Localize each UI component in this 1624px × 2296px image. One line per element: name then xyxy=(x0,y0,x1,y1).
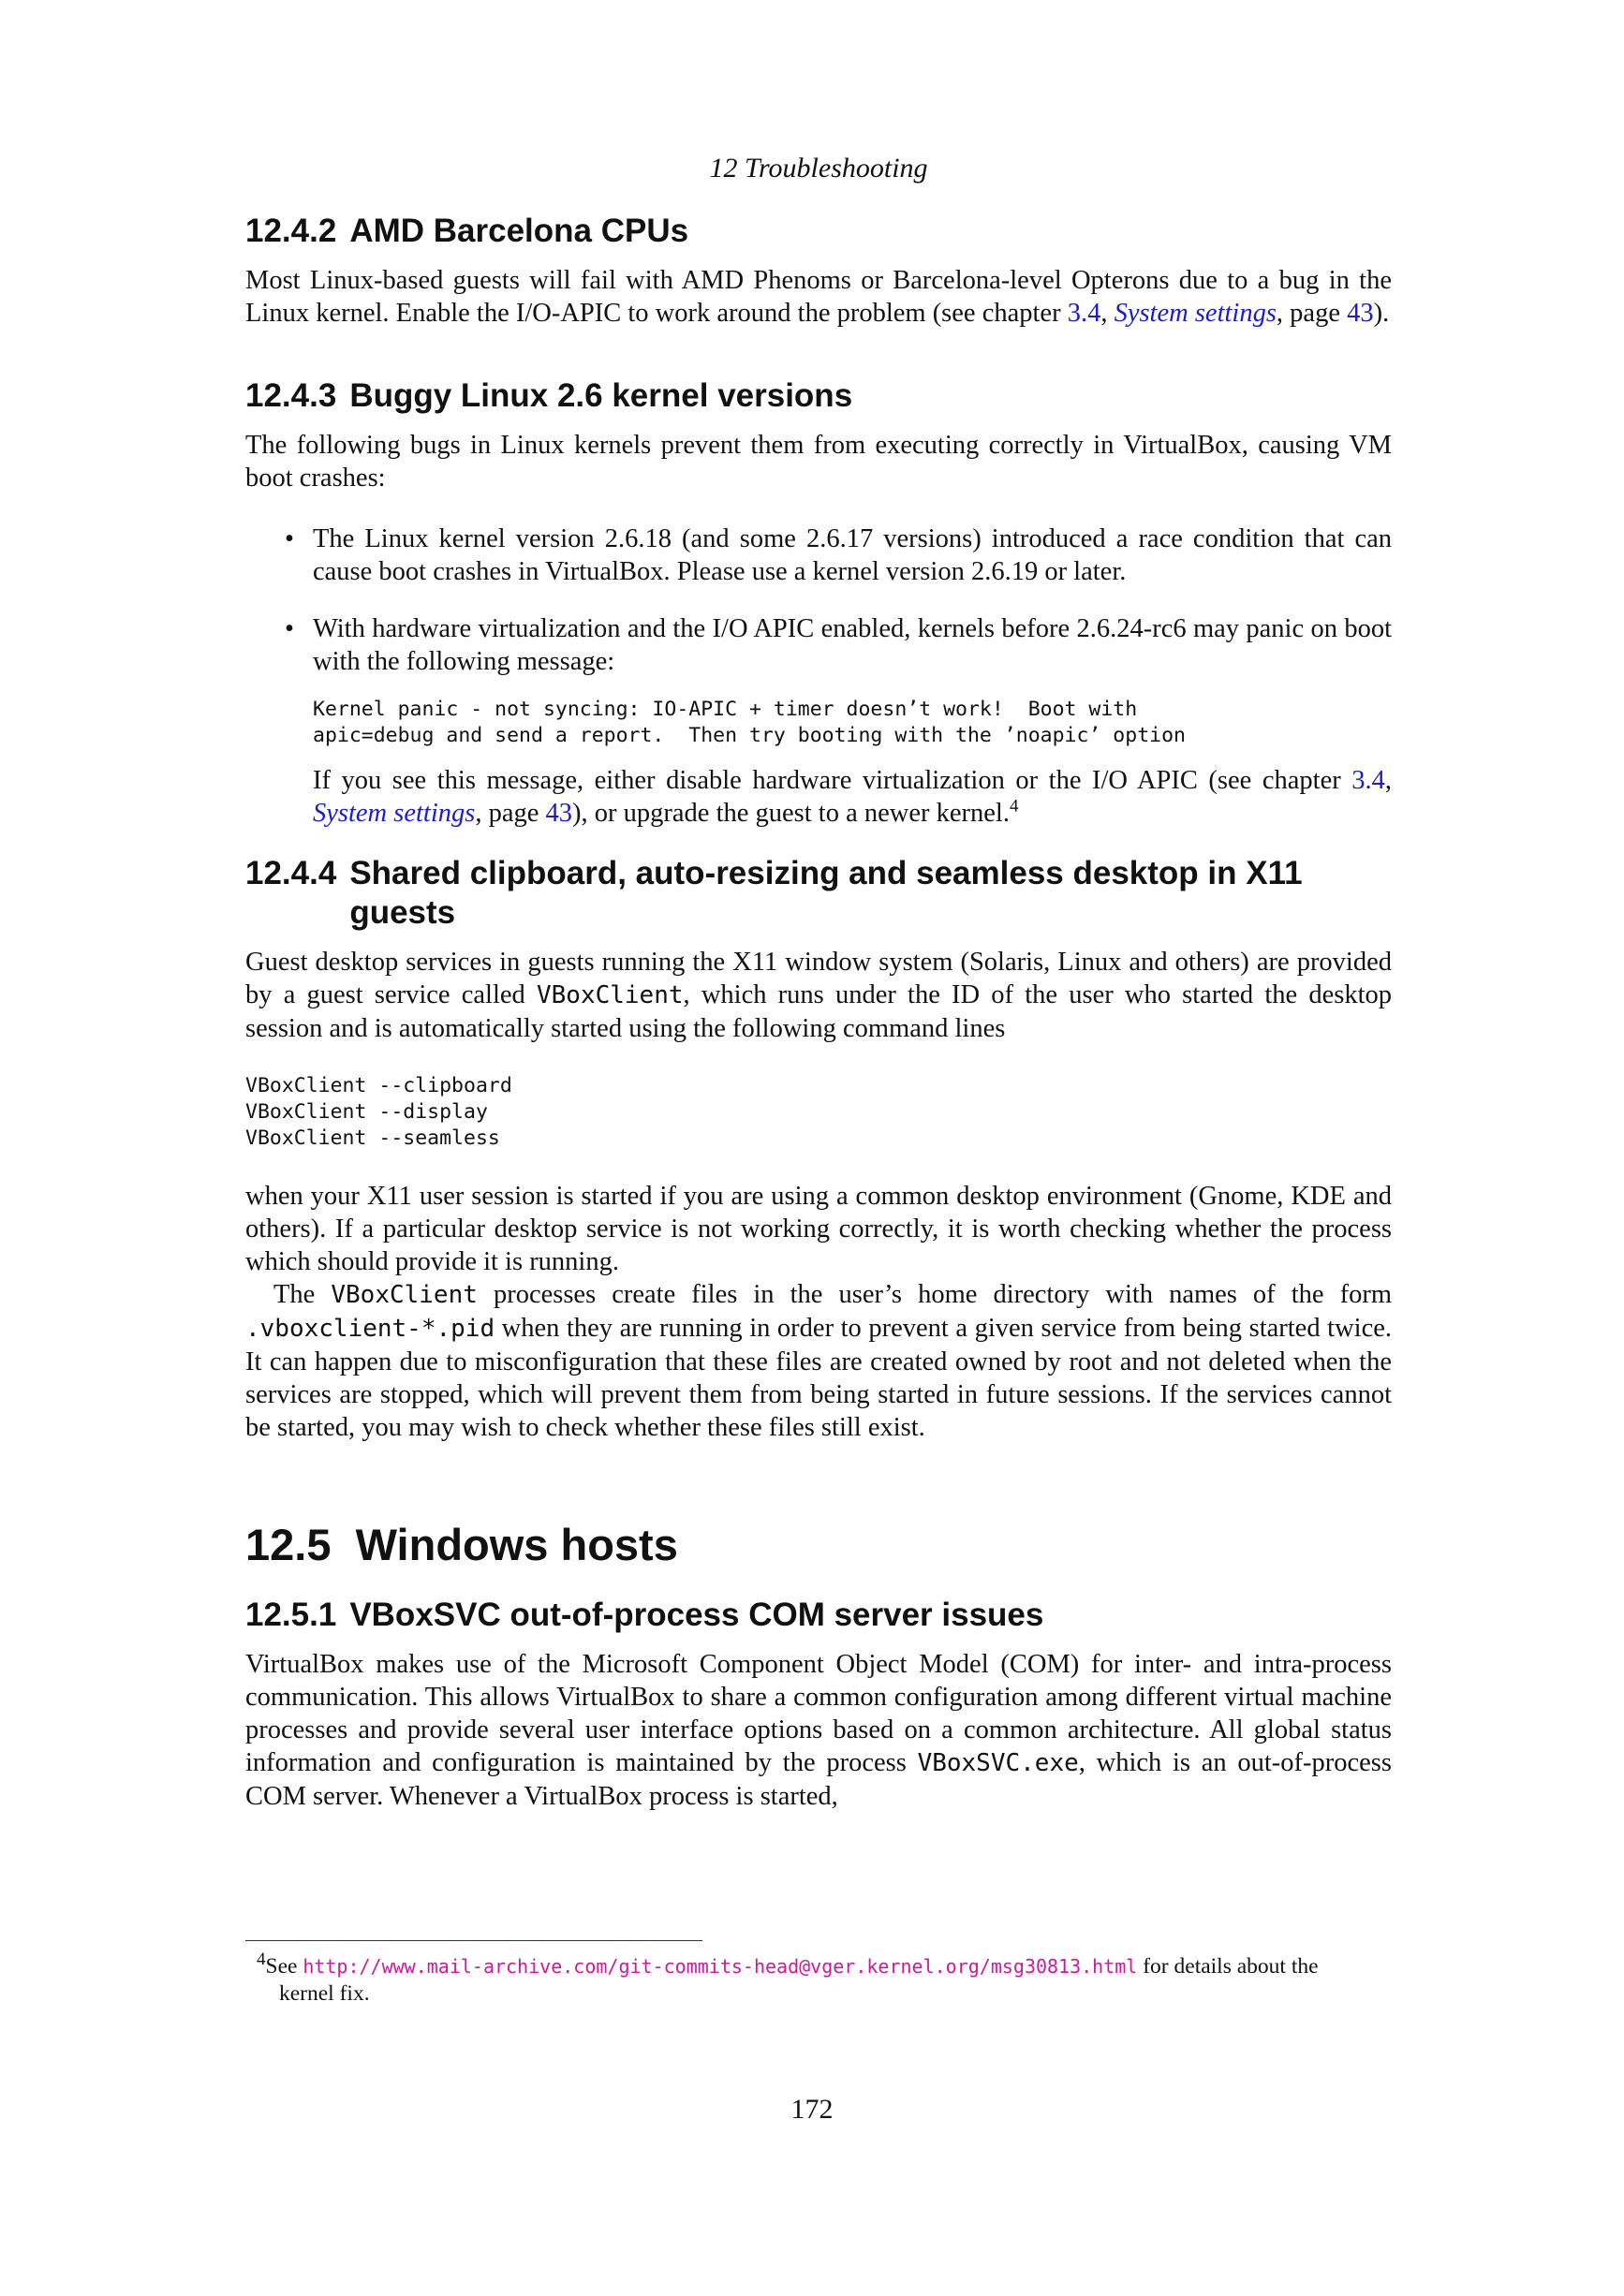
footnote-marker[interactable]: 4 xyxy=(1009,796,1019,817)
paragraph-buggy-intro: The following bugs in Linux kernels prevent them from executing correctly in VirtualBox, causing VM boot crashes: xyxy=(245,431,1392,493)
separator: , xyxy=(1384,766,1392,795)
paragraph-end: ), or upgrade the guest to a newer kernel. xyxy=(572,799,1010,828)
paragraph-session: when your X11 user session is started if you are using a common desktop environment (Gnome, KDE and others). If a particular desktop service is not working correctly, it is worth checking whether the process which should provide it is running. xyxy=(245,1182,1392,1276)
running-header: 12 Troubleshooting xyxy=(709,153,928,184)
list-item xyxy=(285,522,1392,588)
section-heading-12-4-2 xyxy=(245,212,1392,251)
bullet-marker: • xyxy=(285,614,294,643)
section-number: 12.4.4 xyxy=(245,855,337,891)
list-item xyxy=(285,612,1392,830)
list-item-text: The Linux kernel version 2.6.18 (and some 2.6.17 versions) introduced a race condition that can cause boot crashes in VirtualBox. Please use a kernel version 2.6.19 or later. xyxy=(313,524,1392,586)
footnote-url-link[interactable]: http://www.mail-archive.com/git-commits-head@vger.kernel.org/msg30813.html xyxy=(303,1955,1138,1978)
footnote-continuation: kernel fix. xyxy=(279,1981,370,2006)
separator: , xyxy=(1100,299,1115,328)
list-item-text: With hardware virtualization and the I/O APIC enabled, kernels before 2.6.24-rc6 may panic on boot with the following message: xyxy=(313,614,1392,676)
inline-code: VBoxClient xyxy=(536,981,684,1009)
footnote-divider xyxy=(245,1940,702,1941)
chapter-title-link[interactable]: System settings xyxy=(313,799,476,828)
paragraph-pid-files xyxy=(245,1278,1392,1444)
paragraph-text: , which runs under the ID of the user who started the desktop session and is automatically started using the following command lines xyxy=(245,980,1392,1043)
section-title: AMD Barcelona CPUs xyxy=(349,213,689,249)
code-block-vboxclient: VBoxClient --clipboard VBoxClient --display VBoxClient --seamless xyxy=(245,1074,512,1150)
footnote-number: 4 xyxy=(257,1950,266,1970)
section-title: Buggy Linux 2.6 kernel versions xyxy=(349,377,853,414)
footnote-text: See xyxy=(265,1954,303,1979)
paragraph-text: If you see this message, either disable hardware virtualization or the I/O APIC (see chapter xyxy=(313,766,1352,795)
page-number: 172 xyxy=(790,2094,834,2125)
page-body xyxy=(245,150,1392,1813)
inline-code: VBoxClient xyxy=(331,1281,478,1309)
paragraph-com xyxy=(245,1648,1392,1813)
section-number: 12.4.2 xyxy=(245,213,337,249)
paragraph-text: processes create files in the user’s home directory with names of the form xyxy=(477,1280,1392,1309)
paragraph-text: Most Linux-based guests will fail with AMD Phenoms or Barcelona-level Opterons due to a bug in the Linux kernel. Enable the I/O-APIC to work around the problem (see chapter xyxy=(245,266,1392,328)
bullet-marker: • xyxy=(285,524,294,553)
section-number: 12.4.3 xyxy=(245,377,337,414)
paragraph-end: ). xyxy=(1373,299,1390,328)
paragraph-amd-barcelona xyxy=(245,264,1392,330)
paragraph-text: VirtualBox makes use of the Microsoft Component Object Model (COM) for inter- and intra-process communication. This allows VirtualBox to share a common configuration among different virtual machine processes and provide several user interface options based on a common architecture. All global status information and configuration is maintained by the process xyxy=(245,1650,1392,1777)
inline-code: .vboxclient-*.pid xyxy=(245,1315,495,1343)
chapter-link[interactable]: 3.4 xyxy=(1351,766,1385,795)
chapter-title-link[interactable]: System settings xyxy=(1114,299,1277,328)
section-heading-12-4-4 xyxy=(245,854,1392,933)
section-title: VBoxSVC out-of-process COM server issues xyxy=(349,1597,1044,1633)
paragraph-text: , which is an out-of-process COM server. Whenever a VirtualBox process is started, xyxy=(245,1748,1392,1811)
page-link[interactable]: 43 xyxy=(545,799,573,828)
paragraph-x11-services xyxy=(245,946,1392,1045)
page-link[interactable]: 43 xyxy=(1347,299,1374,328)
section-number: 12.5.1 xyxy=(245,1597,337,1633)
chapter-link[interactable]: 3.4 xyxy=(1067,299,1101,328)
section-number: 12.5 xyxy=(245,1520,332,1569)
paragraph-text: Guest desktop services in guests running the X11 window system (Solaris, Linux and others) are provided by a guest service called xyxy=(245,948,1392,1009)
section-heading-12-4-3 xyxy=(245,376,1392,416)
section-heading-12-5-1 xyxy=(245,1596,1392,1635)
section-title: Windows hosts xyxy=(355,1520,678,1569)
footnote-text: for details about the xyxy=(1137,1954,1319,1979)
paragraph-text: The xyxy=(273,1280,332,1309)
section-title: Shared clipboard, auto-resizing and seamless desktop in X11 guests xyxy=(349,855,1303,931)
bullet-list xyxy=(245,522,1392,830)
code-block-kernel-panic: Kernel panic - not syncing: IO-APIC + timer doesn’t work! Boot with apic=debug and send a report. Then try booting with the ’noapic’ option xyxy=(313,698,1186,747)
footnote xyxy=(257,1950,1392,2008)
inline-code: VBoxSVC.exe xyxy=(917,1749,1079,1777)
page-label: , page xyxy=(475,799,546,828)
paragraph-text: when they are running in order to prevent a given service from being started twice. It can happen due to misconfiguration that these files are created owned by root and not deleted when the services are stopped, which will prevent them from being started in future sessions. If the services cannot be started, you may wish to check whether these files still exist. xyxy=(245,1314,1392,1442)
list-item-text xyxy=(313,764,1392,830)
section-heading-12-5 xyxy=(245,1519,1392,1571)
page-label: , page xyxy=(1276,299,1348,328)
